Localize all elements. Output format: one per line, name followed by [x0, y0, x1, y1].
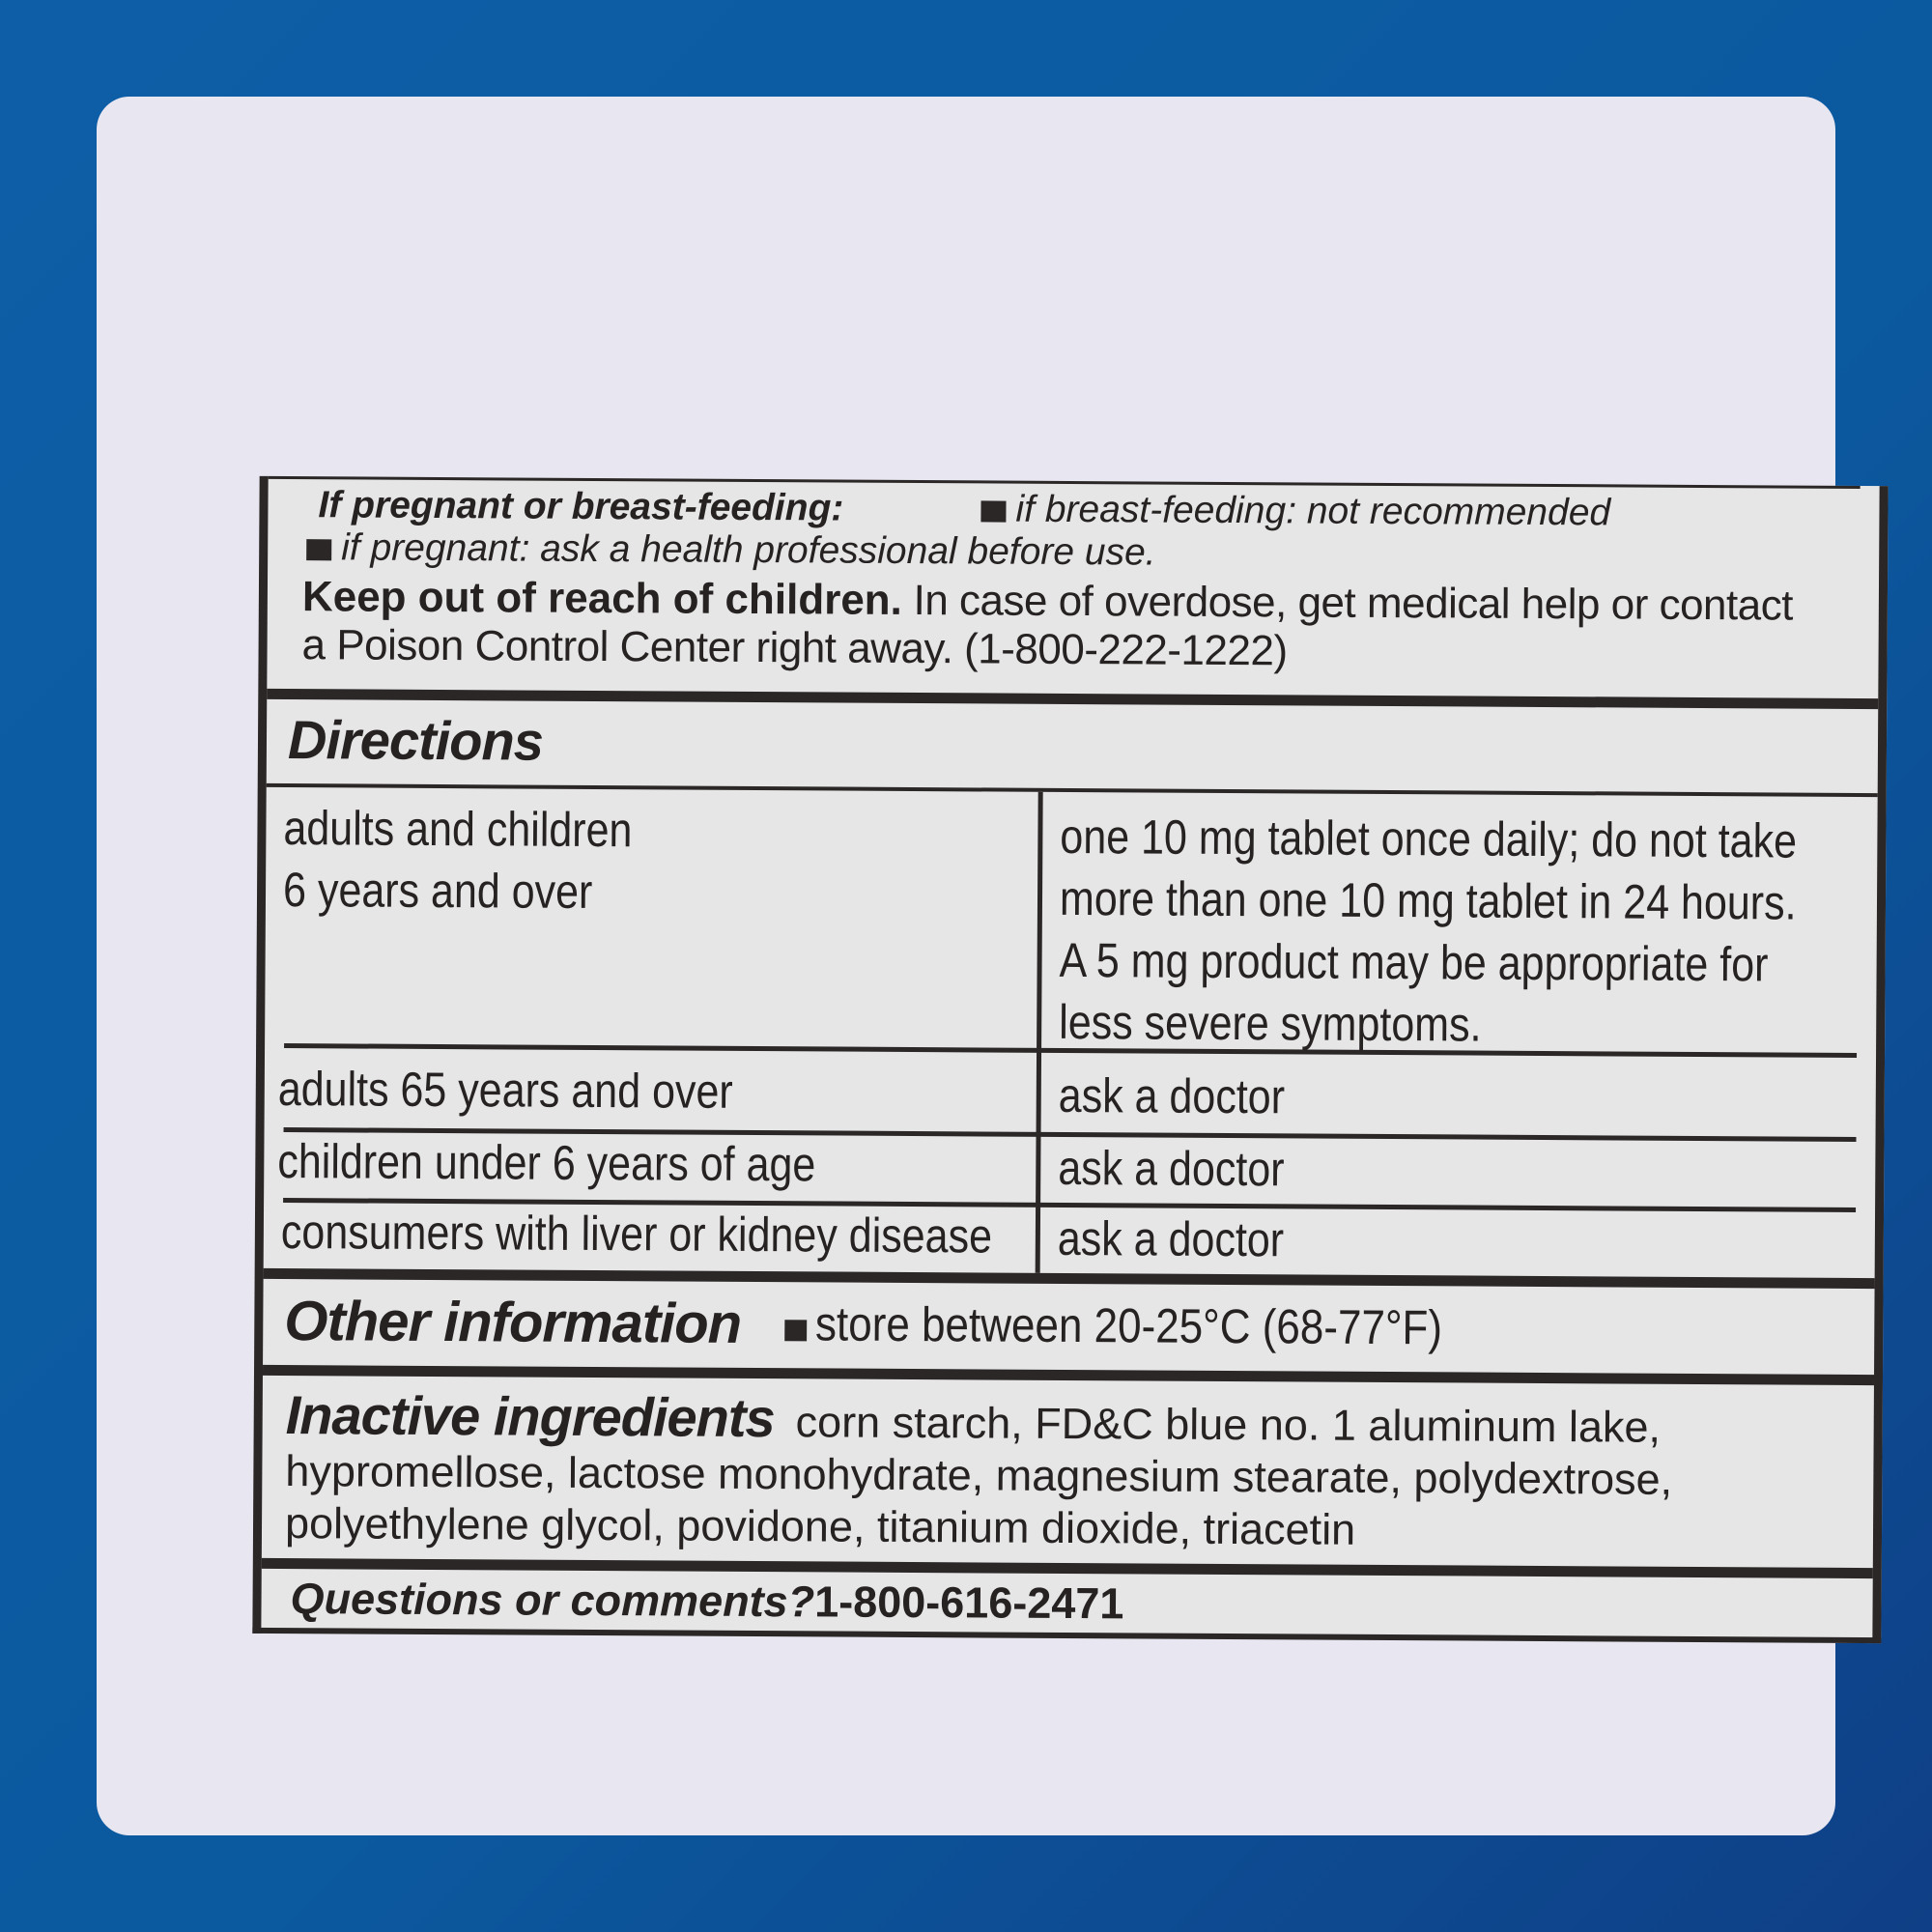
poison-control-text: a Poison Control Center right away. (1-800-222-1222) — [301, 621, 1288, 675]
questions-label: Questions or comments? — [290, 1574, 815, 1627]
row-4-who-text: consumers with liver or kidney disease — [280, 1205, 993, 1264]
breastfeeding-item — [980, 488, 1610, 534]
storage-item — [784, 1295, 1442, 1355]
pregnant-item — [306, 526, 1156, 574]
row-2-what — [1059, 1065, 1286, 1127]
inactive-ingredients-heading: Inactive ingredients — [285, 1384, 775, 1449]
row-2-what-text: ask a doctor — [1058, 1067, 1286, 1124]
photo-card — [97, 97, 1835, 1835]
questions-line — [290, 1574, 1123, 1629]
warnings-section — [267, 476, 1879, 709]
row-1-what-line-3: A 5 mg product may be appropriate for — [1059, 932, 1769, 992]
breastfeeding-text: if breast-feeding: not recommended — [1015, 488, 1611, 534]
row-3-who-text: children under 6 years of age — [277, 1133, 816, 1192]
poison-control-line — [301, 621, 1287, 675]
row-2-who-text: adults 65 years and over — [277, 1061, 733, 1119]
row-3-what — [1058, 1137, 1285, 1200]
bullet-square-icon — [784, 1320, 807, 1341]
row-3-what-text: ask a doctor — [1058, 1140, 1285, 1197]
row-3-who — [277, 1130, 815, 1195]
other-information-heading: Other information — [284, 1290, 742, 1355]
inactive-ingredients-text: corn starch, FD&C blue no. 1 aluminum lake, hypromellose, lactose monohydrate, magnesium stearate, polydextrose, polyethylene glycol, povidone, titanium dioxide, triacetin — [284, 1397, 1673, 1554]
keep-out-text: In case of overdose, get medical help or contact — [901, 576, 1794, 630]
keep-out-bold: Keep out of reach of children. — [301, 573, 903, 624]
questions-phone: 1-800-616-2471 — [814, 1577, 1124, 1629]
bullet-square-icon — [980, 500, 1006, 522]
row-1-what-line-2: more than one 10 mg tablet in 24 hours. — [1059, 870, 1797, 930]
row-1-what — [1059, 806, 1797, 1058]
row-1-what-line-1: one 10 mg tablet once daily; do not take — [1060, 809, 1798, 868]
pregnant-text: if pregnant: ask a health professional before use. — [341, 526, 1156, 574]
row-4-who — [281, 1201, 992, 1266]
storage-text: store between 20-25°C (68-77°F) — [814, 1296, 1443, 1355]
row-1-who-line-2: 6 years and over — [282, 863, 593, 919]
pregnant-heading: If pregnant or breast-feeding: — [318, 484, 844, 529]
row-1-who — [283, 797, 633, 923]
other-information-section — [263, 1279, 1875, 1385]
column-divider — [1036, 792, 1043, 1273]
directions-table — [264, 783, 1878, 1289]
drug-facts-label — [252, 476, 1888, 1643]
row-2-who — [278, 1058, 733, 1122]
row-1-who-line-1: adults and children — [283, 801, 633, 858]
inactive-ingredients-paragraph — [284, 1384, 1812, 1559]
row-4-what-text: ask a doctor — [1057, 1210, 1285, 1267]
bullet-square-icon — [306, 539, 331, 560]
directions-heading: Directions — [287, 709, 544, 772]
inactive-ingredients-section — [262, 1376, 1874, 1578]
row-4-what — [1058, 1208, 1285, 1270]
row-1-what-line-4: less severe symptoms. — [1059, 994, 1482, 1052]
